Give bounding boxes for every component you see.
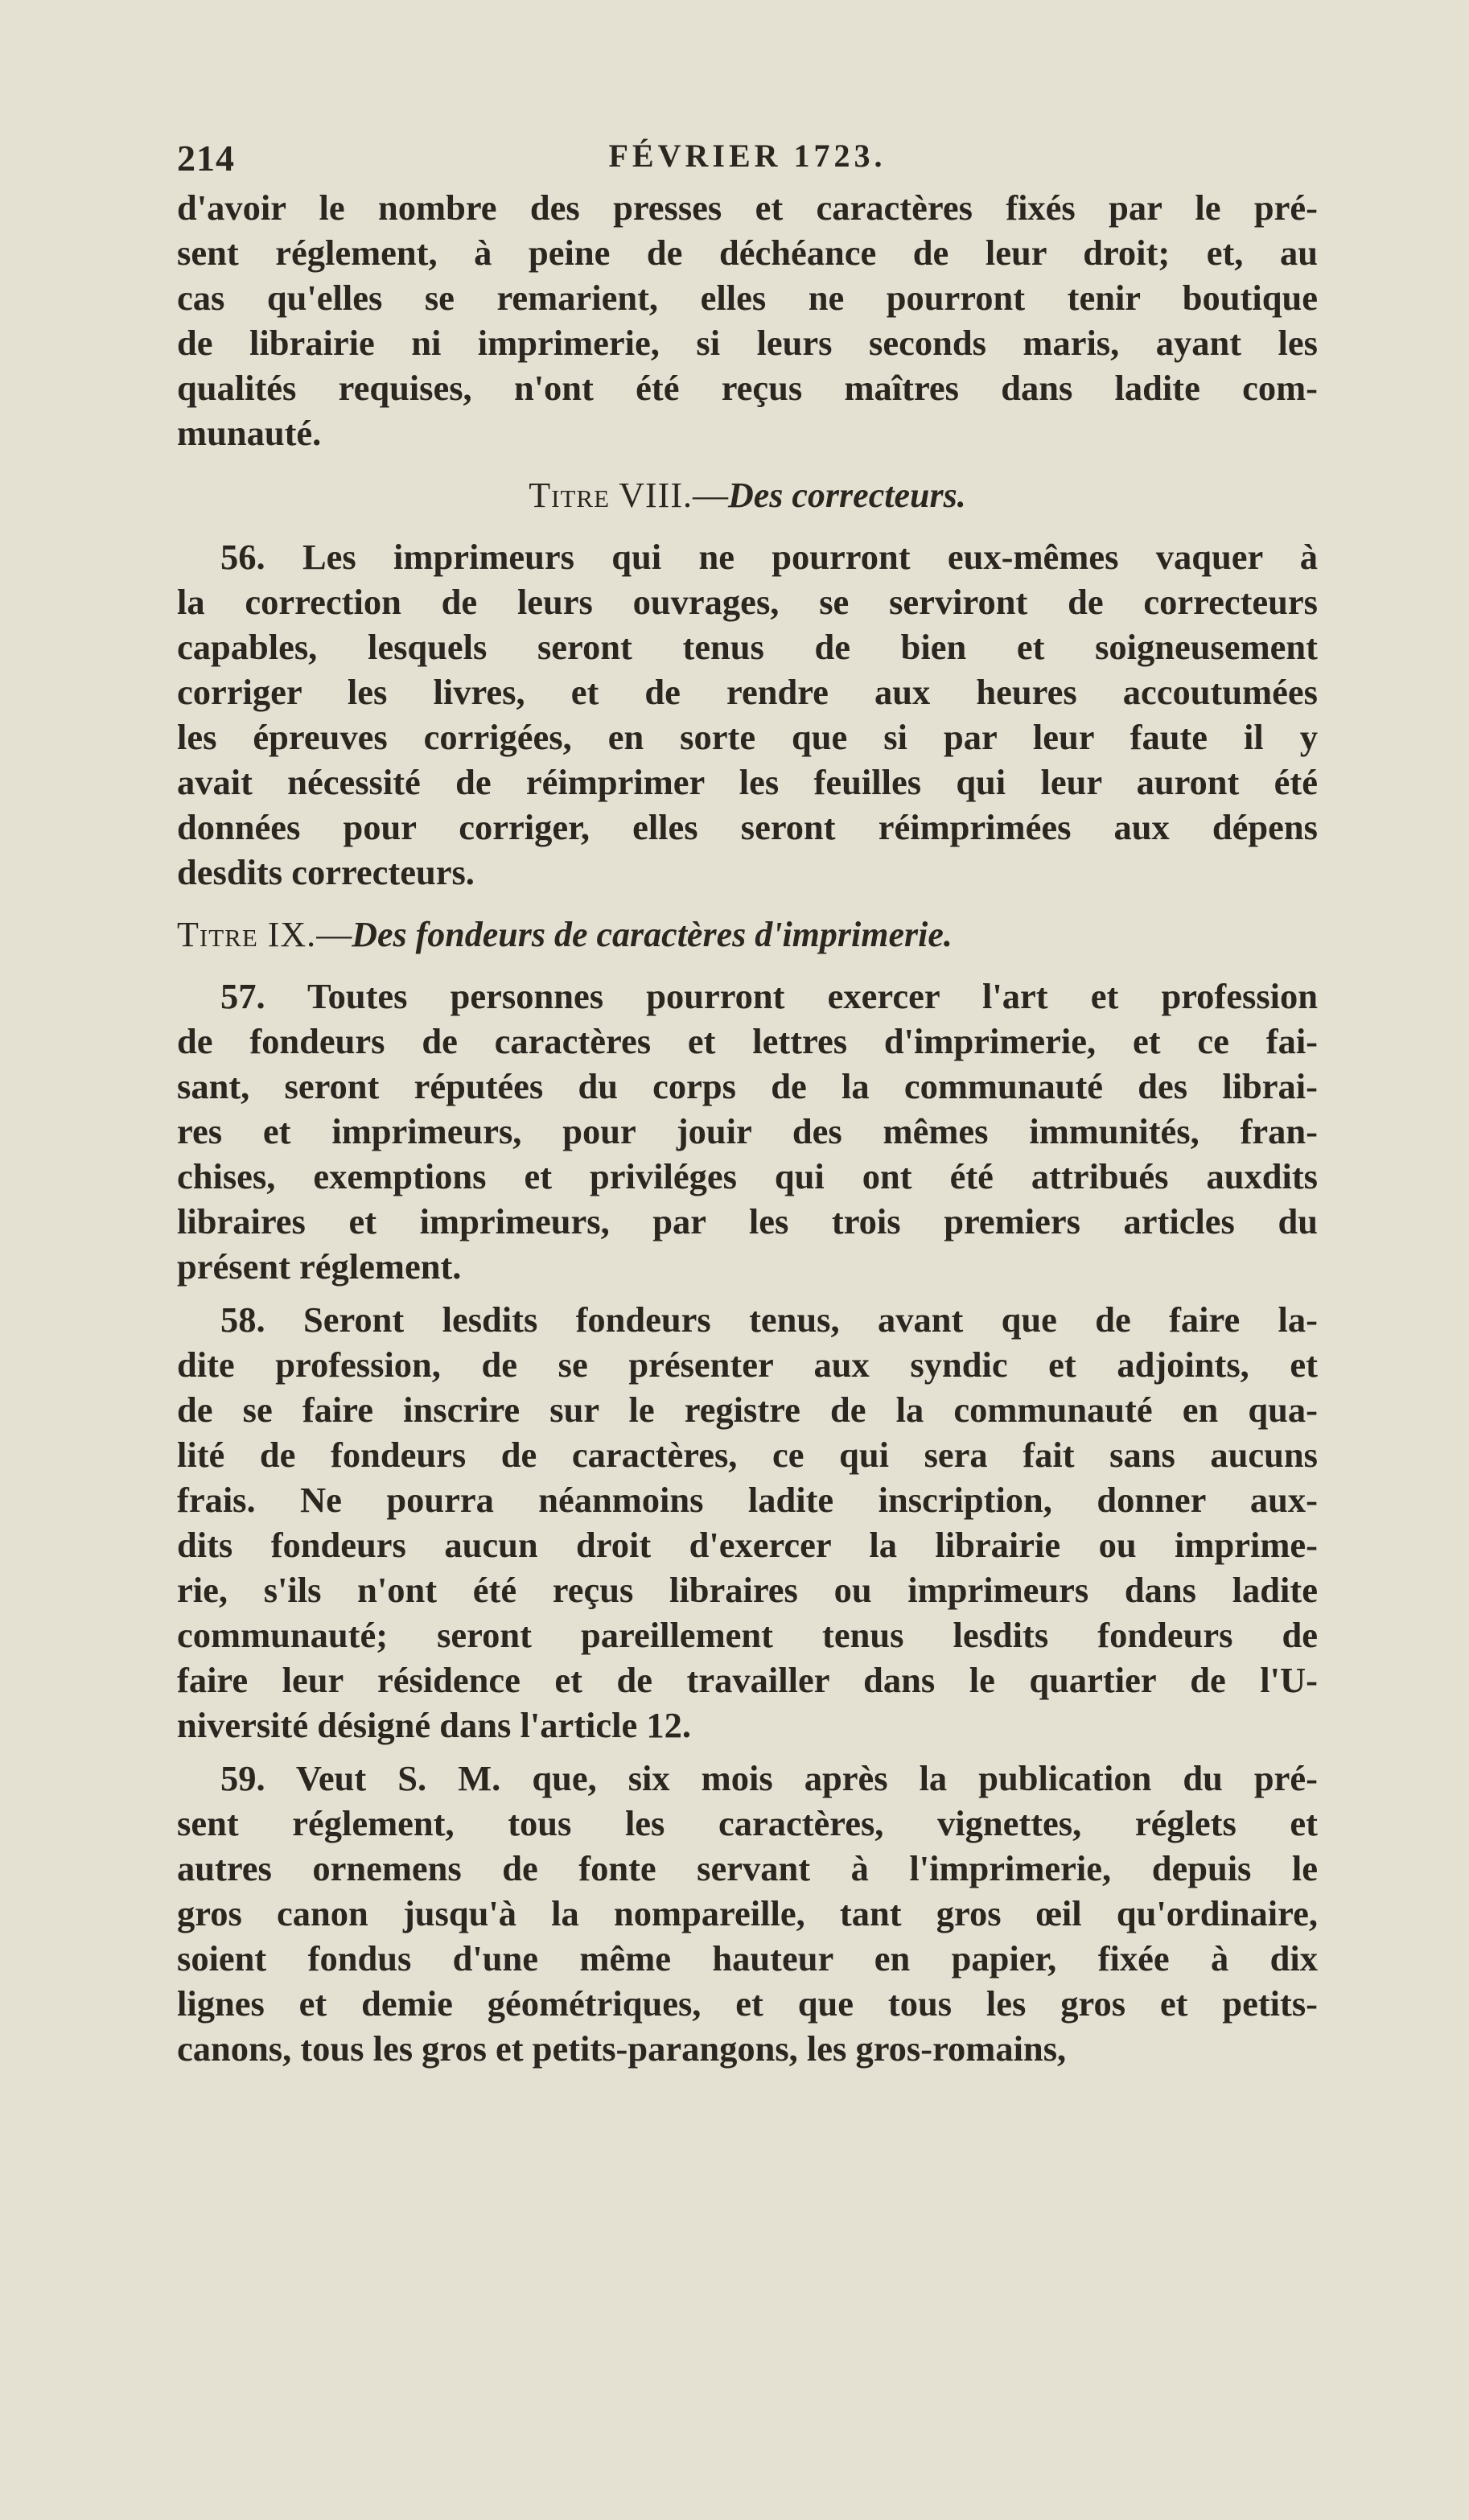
text-line: soient fondus d'une même hauteur en papier, fixée à dix — [177, 1938, 1318, 1979]
text-line: de librairie ni imprimerie, si leurs seconds maris, ayant les — [177, 323, 1318, 363]
section-subtitle: Des fondeurs de caractères d'imprimerie. — [352, 915, 953, 954]
text-line: 58. Seront lesdits fondeurs tenus, avant que de faire la- — [220, 1299, 1318, 1340]
text-line: avait nécessité de réimprimer les feuilles qui leur auront été — [177, 762, 1318, 802]
text-line: gros canon jusqu'à la nompareille, tant gros œil qu'ordinaire, — [177, 1893, 1318, 1933]
section-label: Titre VIII. — [529, 476, 693, 515]
section-dash: — — [316, 915, 352, 954]
running-title: FÉVRIER 1723. — [608, 138, 887, 174]
text-line: de se faire inscrire sur le registre de la communauté en qua- — [177, 1390, 1318, 1430]
text-line: frais. Ne pourra néanmoins ladite inscription, donner aux- — [177, 1480, 1318, 1520]
text-line: dits fondeurs aucun droit d'exercer la librairie ou imprime- — [177, 1525, 1318, 1565]
text-line: res et imprimeurs, pour jouir des mêmes immunités, fran- — [177, 1111, 1318, 1151]
text-line: canons, tous les gros et petits-parangons, les gros-romains, — [177, 2028, 1067, 2069]
article-56 — [177, 534, 1318, 895]
text-line: libraires et imprimeurs, par les trois premiers articles du — [177, 1201, 1318, 1241]
text-line: desdits correcteurs. — [177, 852, 475, 892]
text-line: lité de fondeurs de caractères, ce qui sera fait sans aucuns — [177, 1435, 1318, 1475]
text-line: présent réglement. — [177, 1246, 462, 1287]
section-title-titre-9 — [177, 912, 1318, 957]
text-line: 59. Veut S. M. que, six mois après la publication du pré- — [220, 1758, 1318, 1798]
book-page — [177, 137, 1318, 2071]
page-number: 214 — [177, 138, 235, 179]
text-line: chises, exemptions et priviléges qui ont été attribués auxdits — [177, 1156, 1318, 1196]
text-line: dite profession, de se présenter aux syndic et adjoints, et — [177, 1344, 1318, 1385]
section-dash: — — [692, 476, 728, 515]
text-line: les épreuves corrigées, en sorte que si par leur faute il y — [177, 717, 1318, 757]
section-label: Titre IX. — [177, 915, 317, 954]
text-line: sant, seront réputées du corps de la communauté des librai- — [177, 1066, 1318, 1106]
text-line: 56. Les imprimeurs qui ne pourront eux-mêmes vaquer à — [220, 537, 1318, 577]
text-line: d'avoir le nombre des presses et caractères fixés par le pré- — [177, 187, 1318, 228]
article-57 — [177, 974, 1318, 1289]
text-line: communauté; seront pareillement tenus lesdits fondeurs de — [177, 1615, 1318, 1655]
section-title-titre-8 — [177, 473, 1318, 518]
text-line: munauté. — [177, 413, 322, 453]
text-line: capables, lesquels seront tenus de bien et soigneusement — [177, 627, 1318, 667]
article-59 — [177, 1756, 1318, 2071]
text-line: autres ornemens de fonte servant à l'imprimerie, depuis le — [177, 1848, 1318, 1888]
text-line: niversité désigné dans l'article 12. — [177, 1705, 692, 1745]
running-head — [177, 137, 1318, 185]
text-line: 57. Toutes personnes pourront exercer l'art et profession — [220, 976, 1318, 1016]
article-58 — [177, 1297, 1318, 1748]
text-line: sent réglement, tous les caractères, vignettes, réglets et — [177, 1803, 1318, 1843]
text-line: la correction de leurs ouvrages, se serviront de correcteurs — [177, 582, 1318, 622]
text-line: sent réglement, à peine de déchéance de leur droit; et, au — [177, 233, 1318, 273]
text-line: corriger les livres, et de rendre aux heures accoutumées — [177, 672, 1318, 712]
text-line: faire leur résidence et de travailler dans le quartier de l'U- — [177, 1660, 1318, 1700]
text-line: données pour corriger, elles seront réimprimées aux dépens — [177, 807, 1318, 847]
text-line: lignes et demie géométriques, et que tous les gros et petits- — [177, 1983, 1318, 2024]
text-line: cas qu'elles se remarient, elles ne pourront tenir boutique — [177, 278, 1318, 318]
paragraph-continuation — [177, 185, 1318, 455]
text-line: qualités requises, n'ont été reçus maîtres dans ladite com- — [177, 368, 1318, 408]
section-subtitle: Des correcteurs. — [727, 476, 966, 515]
text-line: rie, s'ils n'ont été reçus libraires ou imprimeurs dans ladite — [177, 1570, 1318, 1610]
text-line: de fondeurs de caractères et lettres d'imprimerie, et ce fai- — [177, 1021, 1318, 1061]
